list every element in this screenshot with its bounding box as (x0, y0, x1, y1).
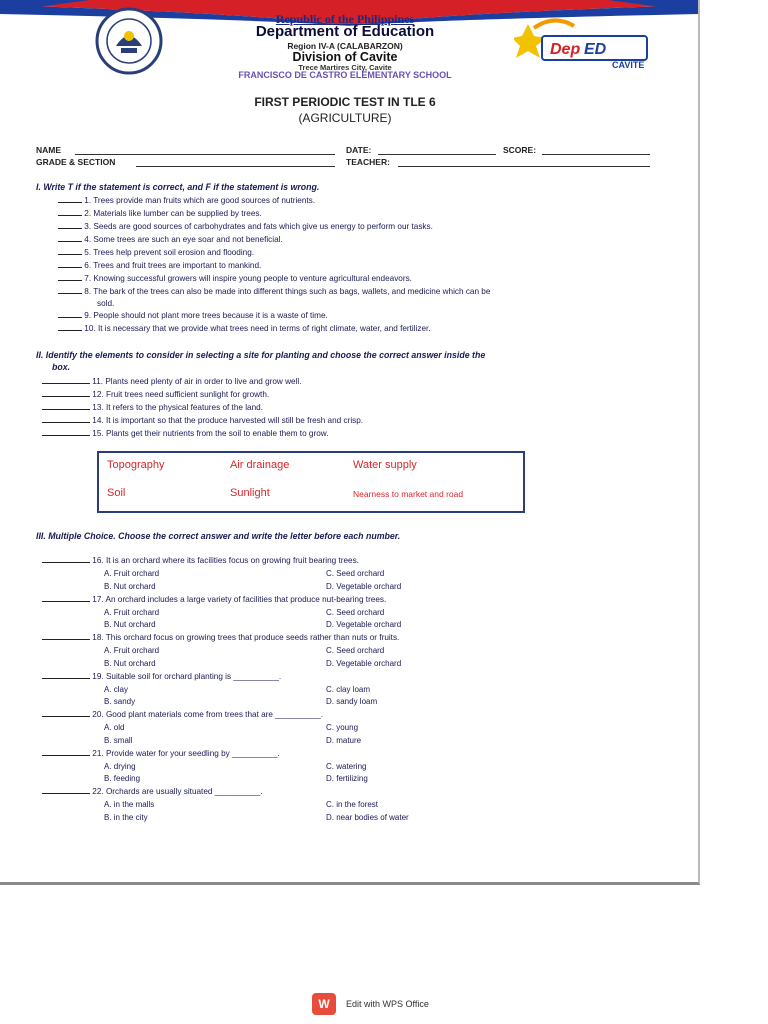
mc-question (42, 710, 323, 719)
date-field[interactable] (378, 154, 496, 155)
list-item: 9. People should not plant more trees because it is a waste of time. (58, 311, 328, 320)
mc-option-c: C. Seed orchard (326, 607, 385, 617)
mc-question (42, 595, 386, 604)
score-label: SCORE: (503, 145, 537, 155)
mc-option-c: C. in the forest (326, 800, 379, 809)
mc-question-text: 19. Suitable soil for orchard planting is __________. (92, 671, 282, 681)
mc-option-b: B. sandy (104, 697, 136, 706)
answer-blank[interactable] (42, 716, 90, 717)
mc-question (42, 672, 281, 681)
answer-blank[interactable] (42, 793, 90, 794)
mc-option-b: B. in the city (104, 812, 148, 822)
list-item-continuation: sold. (97, 299, 115, 308)
section-2-heading: II. Identify the elements to consider in selecting a site for planting and choose the correct answer inside the (36, 350, 486, 360)
republic-text: Republic of the Philippines (275, 12, 415, 26)
mc-option-a: A. drying (104, 761, 136, 771)
teacher-field[interactable] (398, 166, 650, 167)
svg-text:Dep: Dep (550, 41, 581, 58)
answer-blank[interactable] (58, 267, 82, 268)
mc-option-b: B. Nut orchard (104, 658, 156, 668)
answer-blank[interactable] (58, 202, 82, 203)
list-item: 6. Trees and fruit trees are important to mankind. (58, 261, 261, 270)
answer-blank[interactable] (42, 383, 90, 384)
choice-water-supply: Water supply (353, 459, 417, 471)
mc-question-text: 22. Orchards are usually situated __________. (92, 787, 263, 796)
mc-option-c: C. Seed orchard (326, 646, 385, 655)
list-item: 13. It refers to the physical features of the land. (42, 403, 263, 412)
mc-option-b: B. Nut orchard (104, 581, 156, 591)
division-text: Division of Cavite (292, 50, 398, 64)
list-item: 1. Trees provide man fruits which are good sources of nutrients. (58, 196, 315, 205)
answer-blank[interactable] (42, 601, 90, 602)
mc-question (42, 787, 263, 796)
mc-option-d: D. sandy loam (326, 697, 378, 706)
mc-option-c: C. watering (326, 761, 367, 771)
mc-option-d: D. Vegetable orchard (326, 581, 402, 591)
answer-blank[interactable] (42, 755, 90, 756)
mc-option-c: C. clay loam (326, 684, 371, 694)
mc-option-a: A. clay (104, 684, 129, 694)
list-item: 12. Fruit trees need sufficient sunlight for growth. (42, 390, 269, 399)
school-name: FRANCISCO DE CASTRO ELEMENTARY SCHOOL (238, 70, 452, 80)
list-item: 10. It is necessary that we provide what trees need in terms of right climate, water, and fertilizer. (58, 324, 431, 333)
mc-option-a: A. Fruit orchard (104, 607, 160, 617)
choice-nearness-market-road: Nearness to market and road (353, 489, 464, 499)
mc-option-d: D. near bodies of water (326, 812, 409, 822)
mc-option-a: A. in the malls (104, 800, 155, 809)
list-item: 3. Seeds are good sources of carbohydrates and fats which give us energy to perform our tasks. (58, 222, 433, 231)
score-field[interactable] (542, 154, 650, 155)
mc-option-c: C. Seed orchard (326, 569, 385, 578)
list-item: 5. Trees help prevent soil erosion and flooding. (58, 248, 254, 257)
answer-blank[interactable] (58, 280, 82, 281)
mc-option-b: B. feeding (104, 774, 141, 783)
answer-blank[interactable] (58, 215, 82, 216)
grade-section-label: GRADE & SECTION (36, 157, 116, 167)
list-item: 4. Some trees are such an eye soar and not beneficial. (58, 235, 283, 244)
answer-blank[interactable] (58, 330, 82, 331)
svg-text:CAVITE: CAVITE (612, 60, 645, 70)
svg-text:ED: ED (584, 41, 607, 58)
deped-seal-logo (94, 6, 164, 76)
list-item: 2. Materials like lumber can be supplied by trees. (58, 209, 262, 218)
region-text: Region IV-A (CALABARZON) (287, 41, 403, 51)
list-item: 15. Plants get their nutrients from the soil to enable them to grow. (42, 429, 328, 438)
section-1-heading: I. Write T if the statement is correct, and F if the statement is wrong. (36, 182, 320, 192)
answer-choices-box (97, 451, 525, 513)
answer-blank[interactable] (42, 678, 90, 679)
wps-edit-text: Edit with WPS Office (346, 999, 429, 1009)
list-item: 8. The bark of the trees can also be made into different things such as bags, wallets, and medicine which can be (58, 287, 490, 296)
teacher-label: TEACHER: (346, 157, 390, 167)
answer-blank[interactable] (58, 254, 82, 255)
department-title: Department of Education (255, 23, 435, 40)
answer-blank[interactable] (42, 409, 90, 410)
name-label: NAME (36, 145, 62, 155)
list-item: 7. Knowing successful growers will inspire young people to venture agricultural endeavors. (58, 274, 412, 283)
answer-blank[interactable] (58, 241, 82, 242)
choice-sunlight: Sunlight (230, 487, 270, 499)
mc-option-c: C. young (326, 723, 359, 732)
mc-option-d: D. Vegetable orchard (326, 658, 402, 668)
section-3-heading: III. Multiple Choice. Choose the correct answer and write the letter before each number. (36, 531, 401, 541)
mc-question-text: 17. An orchard includes a large variety of facilities that produce nut-bearing trees. (92, 594, 387, 604)
mc-option-d: D. mature (326, 735, 362, 745)
mc-question-text: 16. It is an orchard where its facilities focus on growing fruit bearing trees. (92, 556, 359, 565)
grade-section-field[interactable] (136, 166, 335, 167)
section-2-heading-cont: box. (52, 362, 71, 372)
mc-option-a: A. old (104, 723, 125, 732)
list-item: 11. Plants need plenty of air in order to live and grow well. (42, 377, 301, 386)
answer-blank[interactable] (42, 422, 90, 423)
answer-blank[interactable] (58, 293, 82, 294)
test-title: FIRST PERIODIC TEST IN TLE 6 (254, 95, 436, 109)
mc-question-text: 18. This orchard focus on growing trees that produce seeds rather than nuts or fruits. (92, 633, 400, 642)
name-field[interactable] (75, 154, 335, 155)
wps-logo-icon: W (312, 993, 336, 1015)
answer-blank[interactable] (42, 435, 90, 436)
mc-option-a: A. Fruit orchard (104, 569, 160, 578)
mc-option-a: A. Fruit orchard (104, 646, 160, 655)
date-label: DATE: (346, 145, 372, 155)
list-item: 14. It is important so that the produce harvested will still be fresh and crisp. (42, 416, 363, 425)
answer-blank[interactable] (42, 562, 90, 563)
answer-blank[interactable] (58, 317, 82, 318)
mc-option-b: B. Nut orchard (104, 620, 156, 629)
answer-blank[interactable] (42, 639, 90, 640)
answer-blank[interactable] (42, 396, 90, 397)
mc-option-d: D. Vegetable orchard (326, 620, 402, 629)
wps-footer[interactable] (312, 993, 429, 1015)
choice-topography: Topography (107, 459, 165, 471)
choice-soil: Soil (107, 487, 126, 499)
mc-option-d: D. fertilizing (326, 774, 368, 783)
city-text: Trece Martires City, Cavite (298, 63, 392, 72)
choice-air-drainage: Air drainage (230, 459, 290, 471)
mc-question (42, 749, 280, 758)
mc-question-text: 20. Good plant materials come from trees that are __________. (92, 710, 324, 719)
deped-cavite-logo (514, 6, 660, 74)
mc-option-b: B. small (104, 735, 133, 745)
mc-question (42, 556, 359, 565)
mc-question-text: 21. Provide water for your seedling by __________. (92, 748, 280, 758)
mc-question (42, 633, 399, 642)
test-subtitle: (AGRICULTURE) (298, 111, 392, 125)
answer-blank[interactable] (58, 228, 82, 229)
